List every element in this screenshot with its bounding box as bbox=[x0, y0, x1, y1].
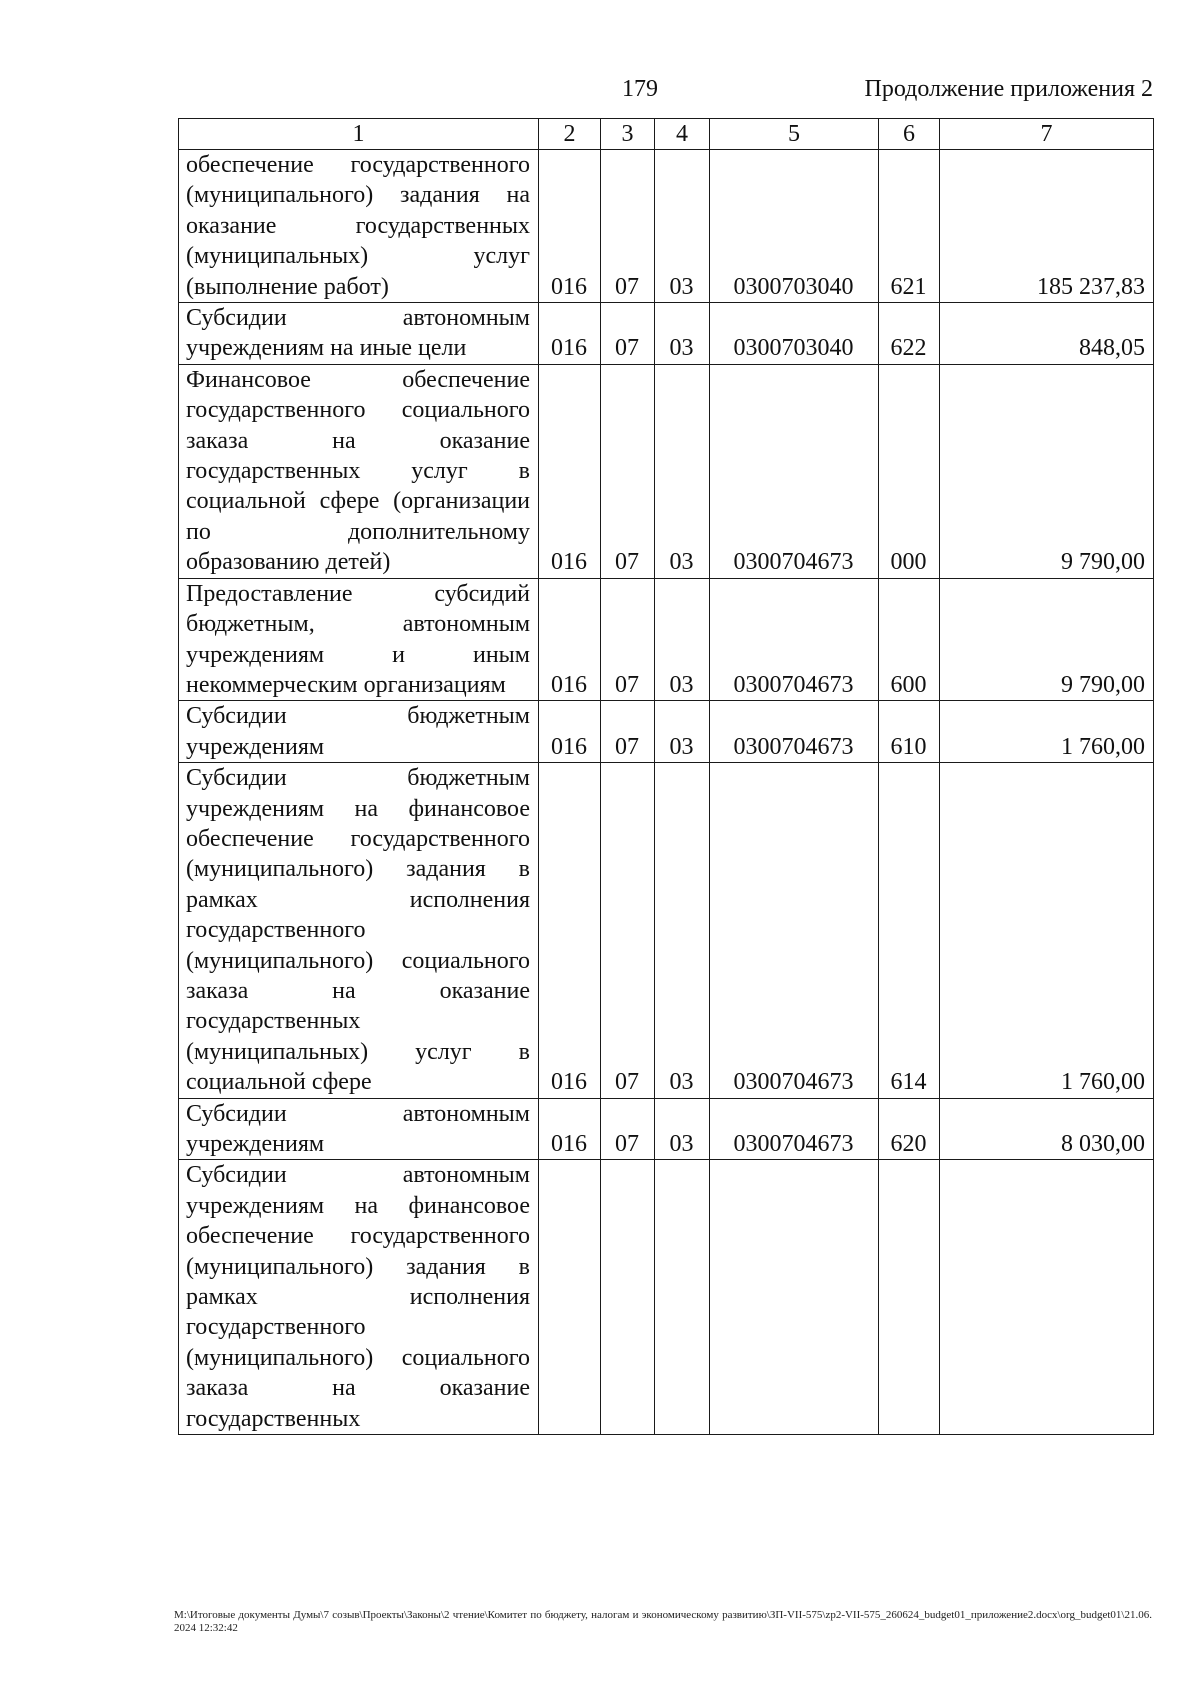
expense-type-code: 600 bbox=[879, 578, 940, 701]
amount: 185 237,83 bbox=[940, 150, 1154, 303]
subsection-code: 03 bbox=[655, 1098, 710, 1160]
expense-type-code: 610 bbox=[879, 701, 940, 763]
table-row bbox=[179, 763, 1154, 1098]
target-item-code: 0300704673 bbox=[710, 578, 879, 701]
column-header: 2 bbox=[539, 119, 601, 150]
column-header: 7 bbox=[940, 119, 1154, 150]
amount: 1 760,00 bbox=[940, 701, 1154, 763]
target-item-code: 0300704673 bbox=[710, 364, 879, 578]
target-item-code: 0300704673 bbox=[710, 701, 879, 763]
continuation-heading: Продолжение приложения 2 bbox=[864, 76, 1153, 102]
amount: 848,05 bbox=[940, 303, 1154, 365]
column-header: 6 bbox=[879, 119, 940, 150]
section-code: 07 bbox=[601, 763, 655, 1098]
amount: 8 030,00 bbox=[940, 1098, 1154, 1160]
ministry-code: 016 bbox=[539, 150, 601, 303]
table-row bbox=[179, 1098, 1154, 1160]
table-row bbox=[179, 701, 1154, 763]
subsection-code: 03 bbox=[655, 578, 710, 701]
expense-type-code: 622 bbox=[879, 303, 940, 365]
amount: 9 790,00 bbox=[940, 578, 1154, 701]
page-number: 179 bbox=[622, 76, 658, 102]
document-path-footer: М:\Итоговые документы Думы\7 созыв\Проекты\Законы\2 чтение\Комитет по бюджету, налогам и экономическому развитию\ЗП-VII-575\zp2-VII-575_260624_budget01_приложение2.docx\org_budget01\21.06.2024 12:32:42 bbox=[174, 1609, 1152, 1634]
column-header: 4 bbox=[655, 119, 710, 150]
column-number-row bbox=[179, 119, 1154, 150]
row-description: Субсидии бюджетным учреждениям bbox=[179, 701, 539, 763]
subsection-code: 03 bbox=[655, 303, 710, 365]
row-description: Субсидии автономным учреждениям на иные цели bbox=[179, 303, 539, 365]
table-row bbox=[179, 364, 1154, 578]
section-code bbox=[601, 1160, 655, 1435]
row-description: Субсидии бюджетным учреждениям на финансовое обеспечение государственного (муниципального) задания в рамках исполнения государственного (муниципального) социального заказа на оказание государственных (муниципальных) услуг в социальной сфере bbox=[179, 763, 539, 1098]
expense-type-code bbox=[879, 1160, 940, 1435]
row-description: Финансовое обеспечение государственного социального заказа на оказание государственных услуг в социальной сфере (организации по дополнительному образованию детей) bbox=[179, 364, 539, 578]
table-row bbox=[179, 578, 1154, 701]
ministry-code: 016 bbox=[539, 303, 601, 365]
ministry-code: 016 bbox=[539, 763, 601, 1098]
section-code: 07 bbox=[601, 303, 655, 365]
target-item-code: 0300703040 bbox=[710, 303, 879, 365]
expense-type-code: 621 bbox=[879, 150, 940, 303]
section-code: 07 bbox=[601, 1098, 655, 1160]
subsection-code: 03 bbox=[655, 364, 710, 578]
table-row bbox=[179, 1160, 1154, 1435]
ministry-code: 016 bbox=[539, 364, 601, 578]
column-header: 5 bbox=[710, 119, 879, 150]
target-item-code: 0300703040 bbox=[710, 150, 879, 303]
ministry-code: 016 bbox=[539, 701, 601, 763]
row-description: Предоставление субсидий бюджетным, автономным учреждениям и иным некоммерческим организациям bbox=[179, 578, 539, 701]
budget-table bbox=[178, 118, 1154, 1435]
ministry-code: 016 bbox=[539, 578, 601, 701]
amount: 1 760,00 bbox=[940, 763, 1154, 1098]
section-code: 07 bbox=[601, 578, 655, 701]
subsection-code bbox=[655, 1160, 710, 1435]
ministry-code bbox=[539, 1160, 601, 1435]
expense-type-code: 000 bbox=[879, 364, 940, 578]
column-header: 3 bbox=[601, 119, 655, 150]
section-code: 07 bbox=[601, 364, 655, 578]
subsection-code: 03 bbox=[655, 150, 710, 303]
section-code: 07 bbox=[601, 701, 655, 763]
row-description: обеспечение государственного (муниципального) задания на оказание государственных (муниципальных) услуг (выполнение работ) bbox=[179, 150, 539, 303]
expense-type-code: 620 bbox=[879, 1098, 940, 1160]
section-code: 07 bbox=[601, 150, 655, 303]
target-item-code: 0300704673 bbox=[710, 1098, 879, 1160]
target-item-code bbox=[710, 1160, 879, 1435]
subsection-code: 03 bbox=[655, 701, 710, 763]
table-row bbox=[179, 150, 1154, 303]
amount bbox=[940, 1160, 1154, 1435]
table-row bbox=[179, 303, 1154, 365]
expense-type-code: 614 bbox=[879, 763, 940, 1098]
ministry-code: 016 bbox=[539, 1098, 601, 1160]
row-description: Субсидии автономным учреждениям bbox=[179, 1098, 539, 1160]
row-description: Субсидии автономным учреждениям на финансовое обеспечение государственного (муниципального) задания в рамках исполнения государственного (муниципального) социального заказа на оказание государственных bbox=[179, 1160, 539, 1435]
target-item-code: 0300704673 bbox=[710, 763, 879, 1098]
amount: 9 790,00 bbox=[940, 364, 1154, 578]
column-header: 1 bbox=[179, 119, 539, 150]
subsection-code: 03 bbox=[655, 763, 710, 1098]
